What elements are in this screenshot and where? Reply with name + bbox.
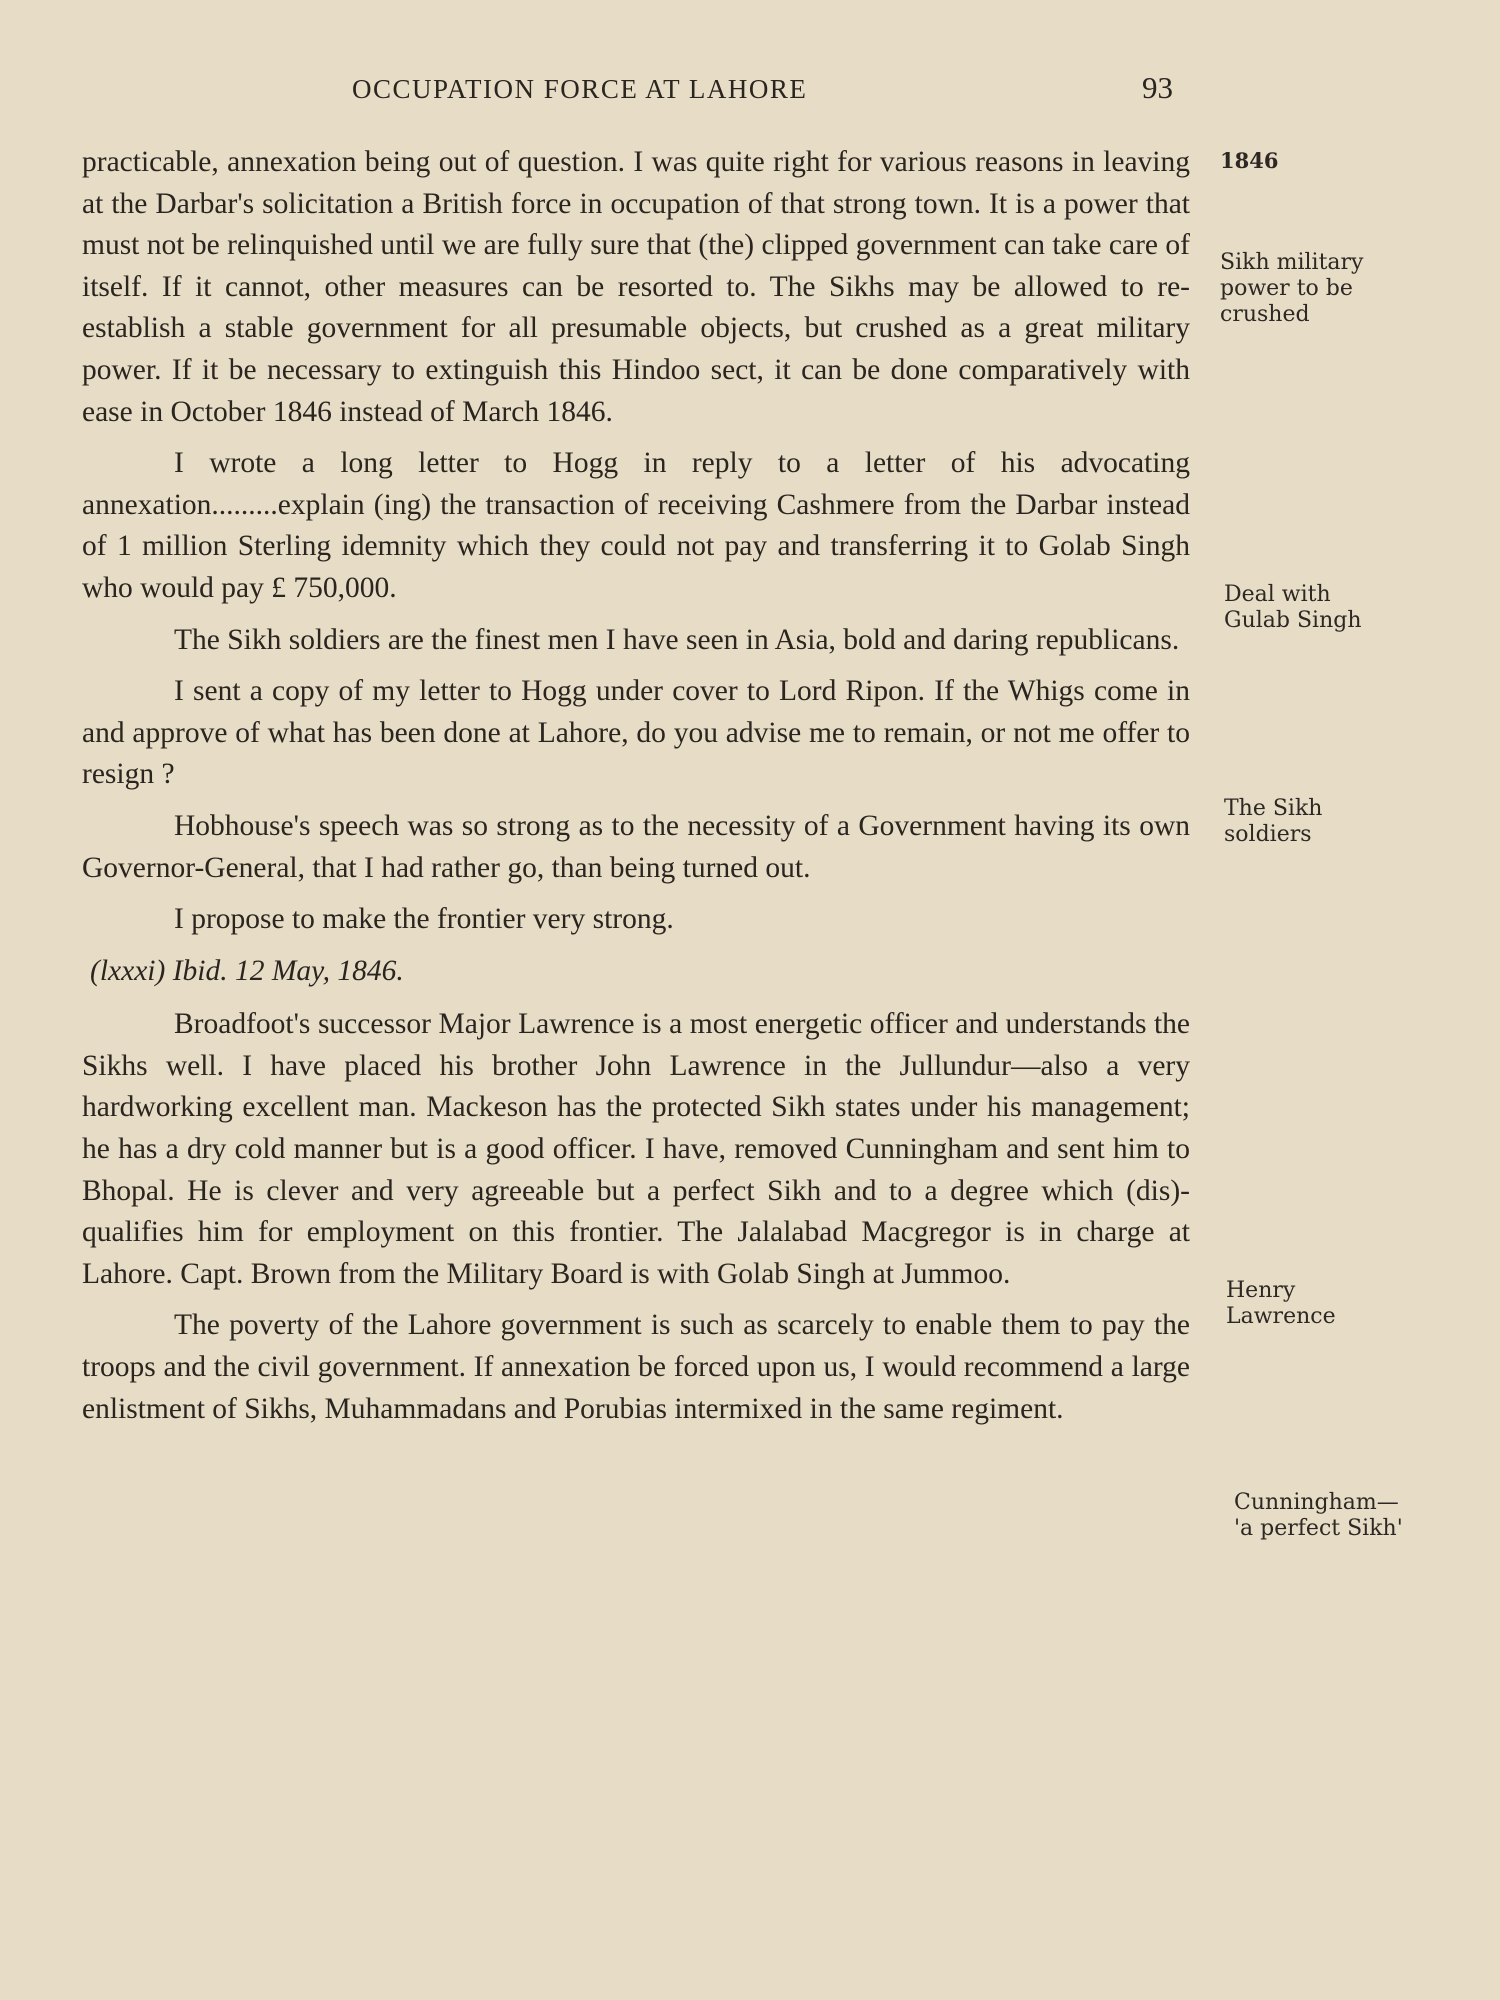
paragraph: I propose to make the frontier very strong. — [174, 903, 674, 936]
paragraph: I sent a copy of my letter to Hogg under cover to Lord Ripon. If the Whigs come in and approve of what has been done at Lahore, do you advise me to remain, or not me offer to resign ? — [82, 675, 1190, 791]
running-title: OCCUPATION FORCE AT LAHORE — [352, 74, 808, 104]
paragraph: practicable, annexation being out of question. I was quite right for various reasons in leaving at the Darbar's solicitation a British force in occupation of that strong town. It is a power that must not be relinquished until we are fully sure that (the) clipped government can take care of itself. If it cannot, other measures can be resorted to. The Sikhs may be allowed to re-establish a stable government for all presumable objects, but crushed as a great military power. If it be necessary to extinguish this Hindoo sect, it can be done comparatively with ease in October 1846 instead of March 1846. — [82, 146, 1190, 428]
body-text — [82, 142, 1190, 1440]
paragraph: Hobhouse's speech was so strong as to the necessity of a Government having its own Governor-General, that I had rather go, than being turned out. — [82, 809, 1190, 884]
paragraph: I wrote a long letter to Hogg in reply to a letter of his advocating annexation.........explain (ing) the transaction of receiving Cashmere from the Darbar instead of 1 million Sterling idemnity which they could not pay and transferring it to Golab Singh who would pay £ 750,000. — [82, 447, 1190, 604]
page-number: 93 — [1142, 70, 1173, 105]
letter-heading: (lxxxi) Ibid. 12 May, 1846. — [90, 954, 404, 987]
margin-note-henry-lawrence: Henry Lawrence — [1226, 1278, 1336, 1329]
margin-note-sikh-soldiers: The Sikh soldiers — [1224, 796, 1323, 847]
paragraph: The Sikh soldiers are the finest men I have seen in Asia, bold and daring republicans. — [174, 623, 1180, 656]
paragraph: The poverty of the Lahore government is such as scarcely to enable them to pay the troops and the civil government. If annexation be forced upon us, I would recommend a large enlistment of Sikhs, Muhammadans and Porubias intermixed in the same regiment. — [82, 1309, 1190, 1425]
margin-note-year: 1846 — [1220, 148, 1279, 173]
margin-note-sikh-military: Sikh military power to be crushed — [1220, 250, 1364, 327]
margin-note-gulab-singh: Deal with Gulab Singh — [1224, 582, 1362, 633]
paragraph: Broadfoot's successor Major Lawrence is a most energetic officer and understands the Sikhs well. I have placed his brother John Lawrence in the Jullundur—also a very hardworking excellent man. Mackeson has the protected Sikh states under his management; he has a dry cold manner but is a good officer. I have, removed Cunningham and sent him to Bhopal. He is clever and very agreeable but a perfect Sikh and to a degree which (dis)-qualifies him for employment on this frontier. The Jalalabad Macgregor is in charge at Lahore. Capt. Brown from the Military Board is with Golab Singh at Jummoo. — [82, 1008, 1190, 1290]
margin-note-cunningham: Cunningham— 'a perfect Sikh' — [1234, 1490, 1403, 1541]
